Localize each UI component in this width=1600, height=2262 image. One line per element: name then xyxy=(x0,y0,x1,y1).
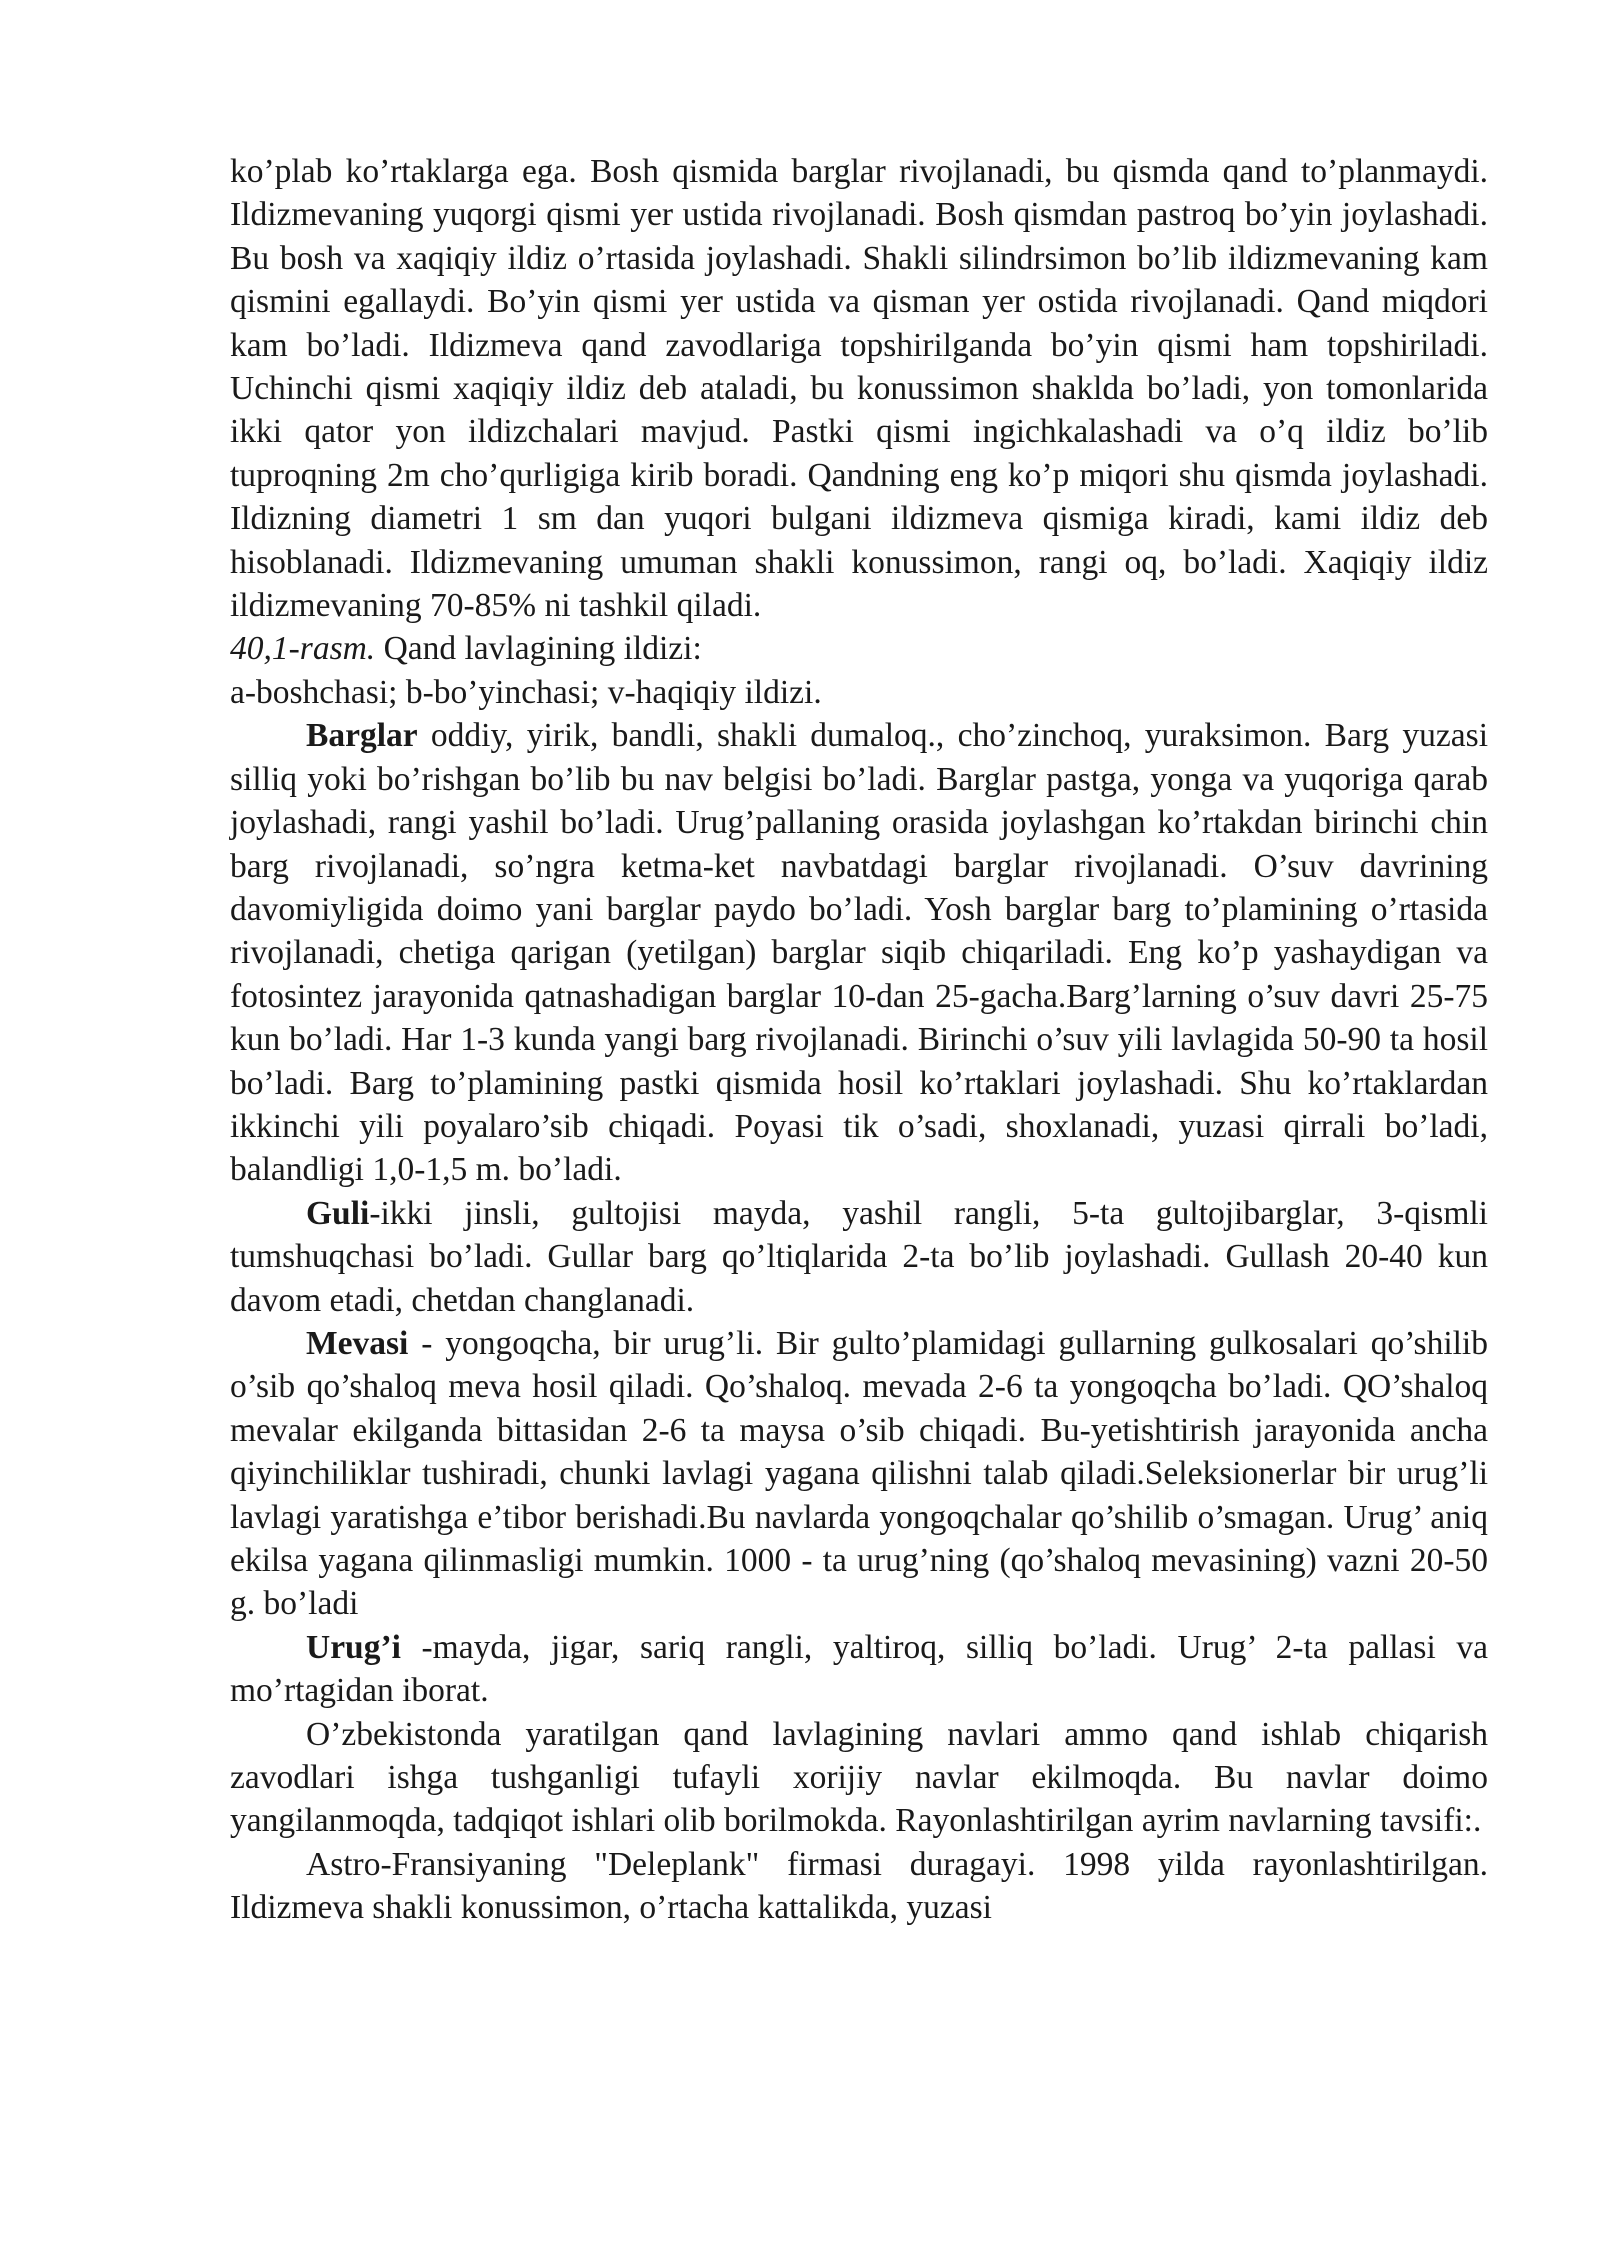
paragraph-varieties: O’zbekistonda yaratilgan qand lavlagining navlari ammo qand ishlab chiqarish zavodlari ishga tushganligi tufayli xorijiy navlar ekilmoqda. Bu navlar doimo yangilanmoqda, tadqiqot ishlari olib borilmokda. Rayonlashtirilgan ayrim navlarning tavsifi:. xyxy=(230,1715,1488,1840)
figure-caption xyxy=(230,627,1488,670)
term-guli: Guli xyxy=(306,1194,370,1232)
paragraph-seed xyxy=(230,1626,1488,1713)
paragraph-fruit-text: - yongoqcha, bir urug’li. Bir gulto’plamidagi gullarning gulkosalari qo’shilib o’sib qo’shaloq meva hosil qiladi. Qo’shaloq. mevada 2-6 ta yongoqcha bo’ladi. QO’shaloq mevalar ekilganda bittasidan 2-6 ta maysa o’sib chiqadi. Bu-yetishtirish jarayonida ancha qiyinchiliklar tushiradi, chunki lavlagi yagana qilishni talab qiladi.Seleksionerlar bir urug’li lavlagi yaratishga e’tibor berishadi.Bu navlarda yongoqchalar qo’shilib o’smagan. Urug’ aniq ekilsa yagana qilinmasligi mumkin. 1000 - ta urug’ning (qo’shaloq mevasining) vazni 20-50 g. bo’ladi xyxy=(230,1324,1488,1623)
term-barglar: Barglar xyxy=(306,717,418,755)
figure-caption-label: 40,1-rasm. xyxy=(230,630,376,668)
paragraph-fruit xyxy=(230,1322,1488,1626)
paragraph-seed-text: -mayda, jigar, sariq rangli, yaltiroq, silliq bo’ladi. Urug’ 2-ta pallasi va mo’rtagidan iborat. xyxy=(230,1628,1488,1710)
term-mevasi: Mevasi xyxy=(306,1324,409,1362)
paragraph-astro: Astro-Fransiyaning "Deleplank" firmasi duragayi. 1998 yilda rayonlashtirilgan. Ildizmeva shakli konussimon, o’rtacha kattalikda, yuzasi xyxy=(230,1845,1488,1927)
term-urugi: Urug’i xyxy=(306,1628,401,1666)
paragraph-leaves xyxy=(230,714,1488,1191)
paragraph-flower-text: -ikki jinsli, gultojisi mayda, yashil rangli, 5-ta gultojibarglar, 3-qismli tumshuqchasi bo’ladi. Gullar barg qo’ltiqlarida 2-ta bo’lib joylashadi. Gullash 20-40 kun davom etadi, chetdan changlanadi. xyxy=(230,1194,1488,1319)
figure-caption-text: Qand lavlagining ildizi: xyxy=(375,630,702,668)
document-page xyxy=(230,150,1488,1930)
paragraph-root-structure: ko’plab ko’rtaklarga ega. Bosh qismida barglar rivojlanadi, bu qismda qand to’planmaydi. Ildizmevaning yuqorgi qismi yer ustida rivojlanadi. Bosh qismdan pastroq bo’yin joylashadi. Bu bosh va xaqiqiy ildiz o’rtasida joylashadi. Shakli silindrsimon bo’lib ildizmevaning kam qismini egallaydi. Bo’yin qismi yer ustida va qisman yer ostida rivojlanadi. Qand miqdori kam bo’ladi. Ildizmeva qand zavodlariga topshirilganda bo’yin qismi ham topshiriladi. Uchinchi qismi xaqiqiy ildiz deb ataladi, bu konussimon shaklda bo’ladi, yon tomonlarida ikki qator yon ildizchalari mavjud. Pastki qismi ingichkalashadi va o’q ildiz bo’lib tuproqning 2m cho’qurligiga kirib boradi. Qandning eng ko’p miqori shu qismda joylashadi. Ildizning diametri 1 sm dan yuqori bulgani ildizmeva qismiga kiradi, kami ildiz deb hisoblanadi. Ildizmevaning umuman shakli konussimon, rangi oq, bo’ladi. Xaqiqiy ildiz ildizmevaning 70-85% ni tashkil qiladi. xyxy=(230,153,1488,625)
figure-caption-parts: a-boshchasi; b-bo’yinchasi; v-haqiqiy ildizi. xyxy=(230,673,822,711)
paragraph-flower xyxy=(230,1192,1488,1322)
paragraph-leaves-text: oddiy, yirik, bandli, shakli dumaloq., cho’zinchoq, yuraksimon. Barg yuzasi silliq yoki bo’rishgan bo’lib bu nav belgisi bo’ladi. Barglar pastga, yonga va yuqoriga qarab joylashadi, rangi yashil bo’ladi. Urug’pallaning orasida joylashgan ko’rtakdan birinchi chin barg rivojlanadi, so’ngra ketma-ket navbatdagi barglar rivojlanadi. O’suv davrining davomiyligida doimo yani barglar paydo bo’ladi. Yosh barglar barg to’plamining o’rtasida rivojlanadi, chetiga qarigan (yetilgan) barglar siqib chiqariladi. Eng ko’p yashaydigan va fotosintez jarayonida qatnashadigan barglar 10-dan 25-gacha.Barg’larning o’suv davri 25-75 kun bo’ladi. Har 1-3 kunda yangi barg rivojlanadi. Birinchi o’suv yili lavlagida 50-90 ta hosil bo’ladi. Barg to’plamining pastki qismida hosil ko’rtaklari joylashadi. Shu ko’rtaklardan ikkinchi yili poyalaro’sib chiqadi. Poyasi tik o’sadi, shoxlanadi, yuzasi qirrali bo’ladi, balandligi 1,0-1,5 m. bo’ladi. xyxy=(230,717,1488,1189)
